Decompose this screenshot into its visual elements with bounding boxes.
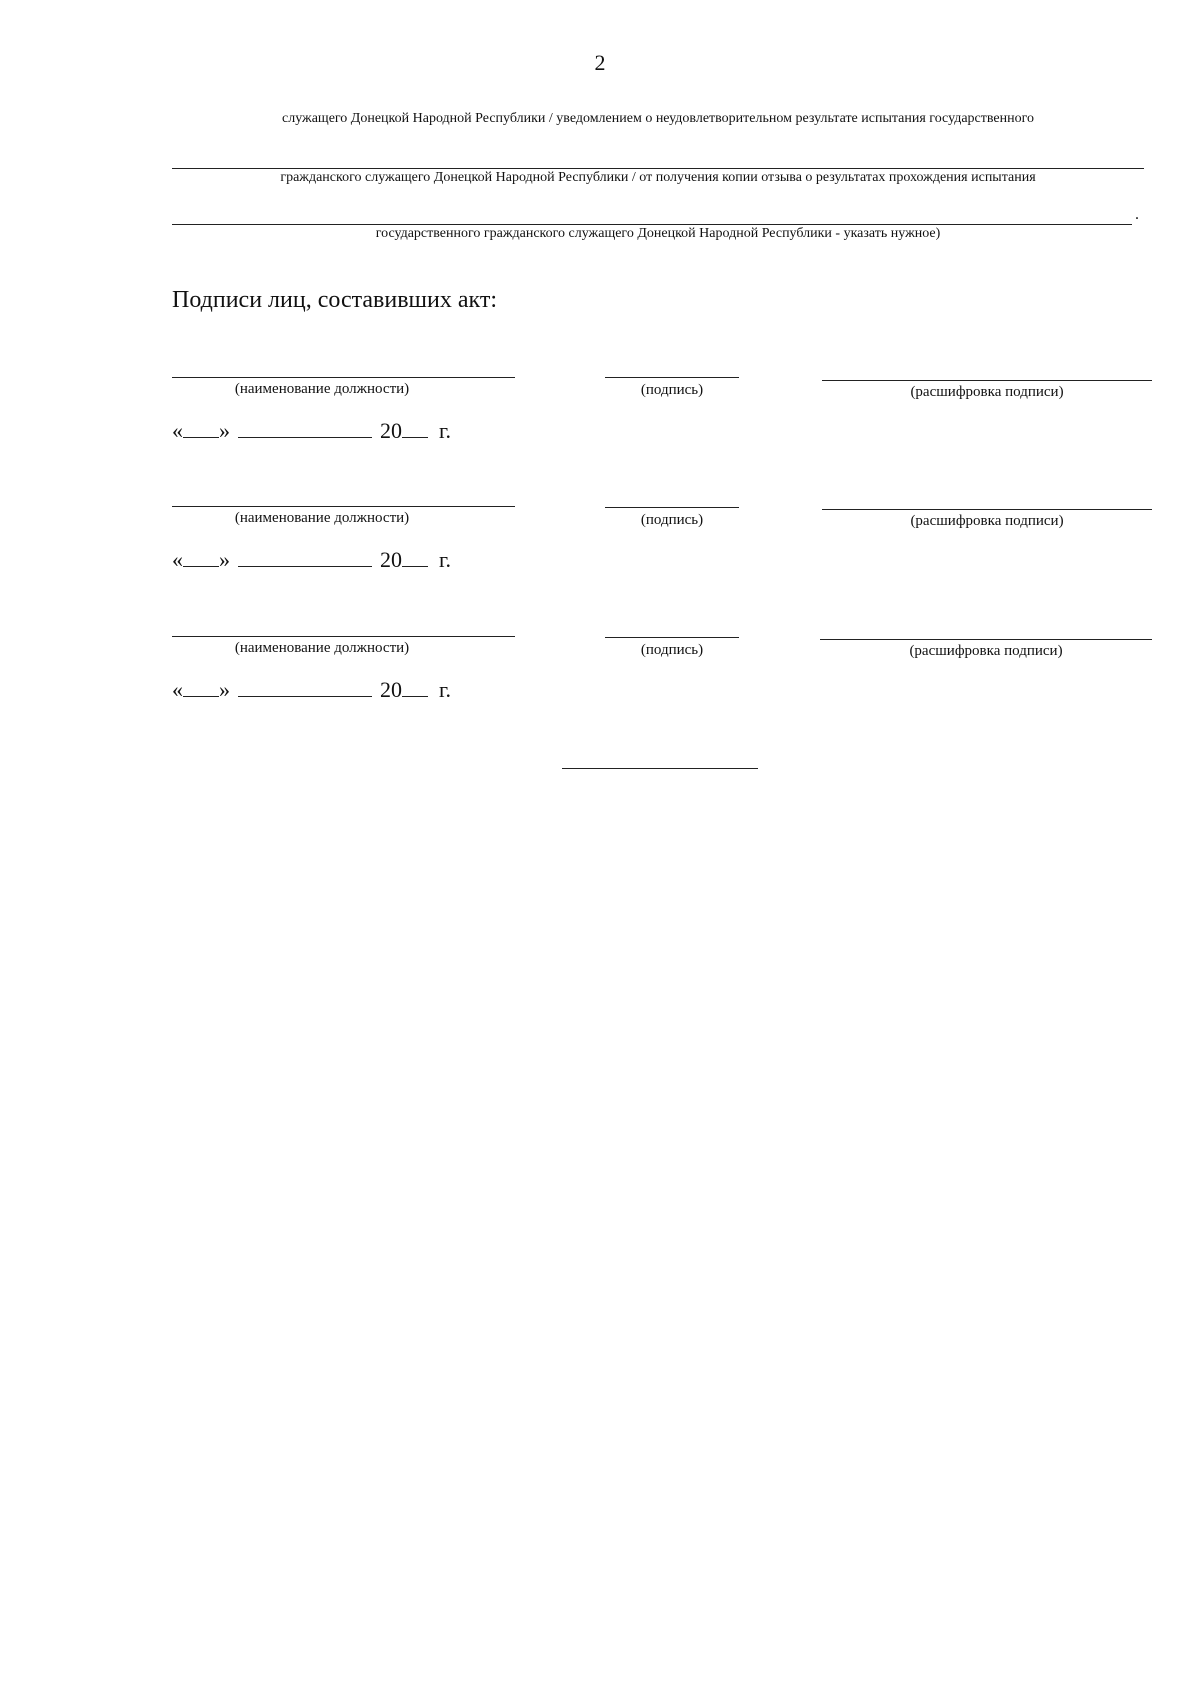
day-field[interactable]: [183, 678, 219, 697]
decoding-label: (расшифровка подписи): [910, 384, 1064, 400]
decoding-line[interactable]: [822, 380, 1152, 381]
date-line: [172, 547, 451, 573]
day-field[interactable]: [183, 548, 219, 567]
caption-line-3: государственного гражданского служащего Донецкой Народной Республики - указать нужное): [375, 226, 941, 241]
open-quote: «: [172, 677, 183, 702]
month-field[interactable]: [238, 419, 372, 438]
position-line[interactable]: [172, 377, 515, 378]
page-number: 2: [594, 50, 606, 75]
year-suffix: г.: [439, 418, 452, 443]
position-label: (наименование должности): [234, 381, 410, 397]
year-prefix: 20: [380, 418, 402, 443]
year-field[interactable]: [402, 548, 428, 567]
caption-line-1: служащего Донецкой Народной Республики / уведомлением о неудовлетворительном результате испытания государственного: [282, 111, 1034, 126]
caption-line-2: гражданского служащего Донецкой Народной Республики / от получения копии отзыва о результатах прохождения испытания: [280, 170, 1036, 185]
year-field[interactable]: [402, 678, 428, 697]
open-quote: «: [172, 547, 183, 572]
date-line: [172, 677, 451, 703]
decoding-line[interactable]: [822, 509, 1152, 510]
date-line: [172, 418, 451, 444]
position-label: (наименование должности): [234, 510, 410, 526]
month-field[interactable]: [238, 678, 372, 697]
year-suffix: г.: [439, 547, 452, 572]
position-line[interactable]: [172, 506, 515, 507]
end-separator: [562, 768, 758, 769]
decoding-label: (расшифровка подписи): [909, 643, 1063, 659]
close-quote: »: [219, 677, 230, 702]
year-field[interactable]: [402, 419, 428, 438]
signature-line[interactable]: [605, 507, 739, 508]
open-quote: «: [172, 418, 183, 443]
signature-label: (подпись): [640, 512, 704, 528]
fill-line-2[interactable]: [172, 224, 1132, 225]
position-label: (наименование должности): [234, 640, 410, 656]
signature-label: (подпись): [640, 642, 704, 658]
position-line[interactable]: [172, 636, 515, 637]
year-prefix: 20: [380, 677, 402, 702]
close-quote: »: [219, 547, 230, 572]
signature-line[interactable]: [605, 637, 739, 638]
signature-label: (подпись): [640, 382, 704, 398]
signature-line[interactable]: [605, 377, 739, 378]
decoding-line[interactable]: [820, 639, 1152, 640]
fill-line-1[interactable]: [172, 168, 1144, 169]
section-title: Подписи лиц, составивших акт:: [172, 287, 498, 313]
decoding-label: (расшифровка подписи): [910, 513, 1064, 529]
year-suffix: г.: [439, 677, 452, 702]
day-field[interactable]: [183, 419, 219, 438]
month-field[interactable]: [238, 548, 372, 567]
year-prefix: 20: [380, 547, 402, 572]
close-quote: »: [219, 418, 230, 443]
end-dot: .: [1135, 206, 1139, 223]
